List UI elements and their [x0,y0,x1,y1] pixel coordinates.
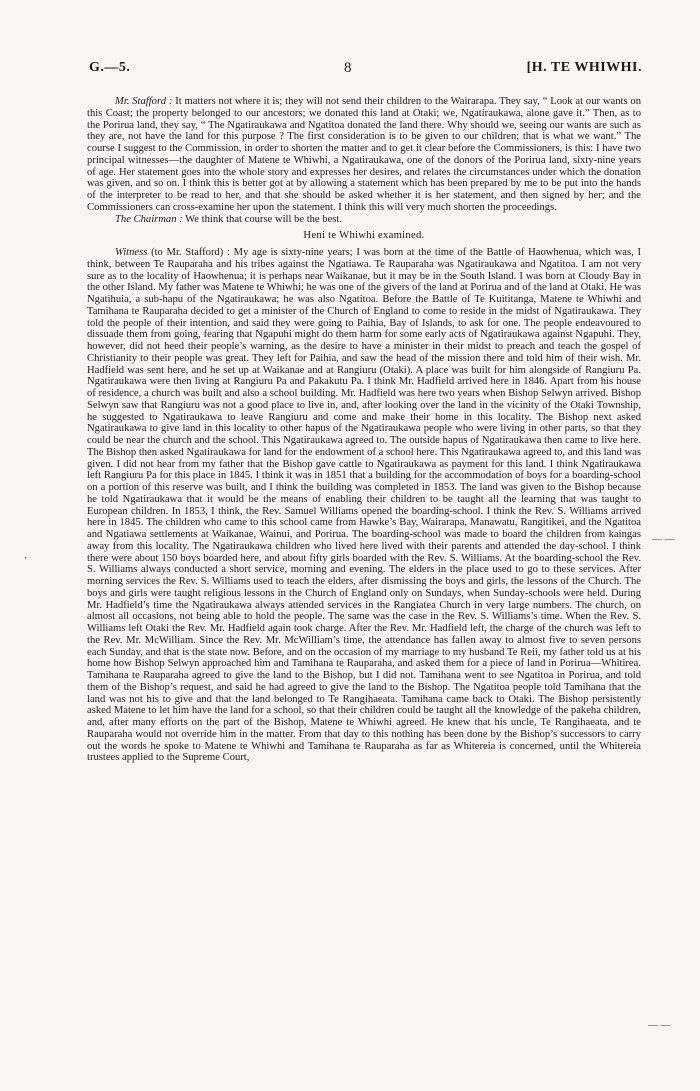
page-number: 8 [344,60,352,76]
margin-mark-right-bottom: — — [648,1020,671,1031]
section-title: Heni te Whiwhi examined. [303,230,425,242]
speaker-label: Mr. Stafford : [115,96,173,107]
document-code: G.—5. [89,60,131,75]
paragraph-stafford [87,96,641,214]
paragraph-witness [87,247,641,764]
paragraph-text: My age is sixty-nine years; I was born at the time of the Battle of Haowhenua, which was, I think, between Te Rauparaha and his tribes against the Ngatiawa. Te Rauparaha was Ngatiraukawa and Ngatitoa. I am not very sure as to the locality of Haowhenua; it is perhaps near Waikanae, but it may be in the South Island. I was born at Cloudy Bay in the other Island. My father was Matene te Whiwhi; he was one of the givers of the land at Porirua and of the land at Otaki. He was Ngatihuia, a sub-hapu of the Ngatiraukawa; he was also Ngatitoa. Before the Battle of Te Kuititanga, Matene te Whiwhi and Tamihana te Rauparaha decided to get a minister of the Church of England to come to reside in the midst of Ngatiraukawa. They told the people of their intention, and said they were going to Paihia, Bay of Islands, to ask for one. The people endeavoured to dissuade them from going, fearing that Ngapuhi might do them harm for some early acts of Ngatiraukawa against Ngapuhi. They, however, did not heed their people’s warning, as the desire to have a minister in their midst to preach and teach the gospel of Christianity to their people was great. They left for Paihia, and saw the head of the mission there and told him of their wish. Mr. Hadfield was sent here, and he set up at Waikanae and at Rangiuru (Otaki). A place was built for him alongside of Rangiuru Pa. Ngatiraukawa were then living at Rangiuru Pa and Pakakutu Pa. I think Mr. Hadfield arrived here in 1846. Apart from his house of residence, a church was built and also a school building. Mr. Hadfield was here two years when Bishop Selwyn arrived. Bishop Selwyn saw that Rangiuru was not a good place to live in, and, after looking over the land in the vicinity of the Otaki Township, he suggested to Ngatiraukawa to leave Rangiuru and come and make their home in this locality. The Bishop next asked Ngatiraukawa to give land in this locality to other hapus of the Ngatiraukawa people who were living in other parts, so that they could be near the church and the school. This Ngatiraukawa agreed to. The outside hapus of Ngatiraukawa then came to live here. The Bishop then asked Ngatiraukawa for land for the endowment of a school here. This Ngatiraukawa agreed to, and this land was given. I did not hear from my father that the Bishop gave cattle to Ngatiraukawa as payment for this land. I think Ngatiraukawa left Rangiuru Pa for this place in 1845. I think it was in 1851 that a building for the accommodation of boys for a boarding-school on a portion of this reserve was built, and I think the building was completed in 1853. The land was given to the Bishop because he told Ngatiraukawa that it would be the means of enabling their children to be taught all the learning that was taught to European children. In 1853, I think, the Rev. Samuel Williams opened the boarding-school. I think the Rev. S. Williams arrived here in 1845. The children who came to this school came from Hawke’s Bay, Wairarapa, Manawatu, Rangitikei, and the Ngatitoa and Ngatiawa settlements at Waikanae, Wainui, and Porirua. The boarding-school was made to board the children from kaingas away from this locality. The Ngatiraukawa children who lived here lived with their parents and attended the day-school. I think there were about 150 boys boarded here, and about fifty girls boarded with the Rev. S. Williams. At the boarding-school the Rev. S. Williams always conducted a short service, morning and evening. The elders in the place used to go to these services. After morning services the Rev. S. Williams used to teach the elders, after dismissing the boys and girls, the lessons of the Church. The boys and girls were taught religious lessons in the Church of England only on Sundays, when Sunday-schools were held. During Mr. Hadfield’s time the Ngatiraukawa always attended services in the Rangiatea Church in very large numbers. The church, on almost all occasions, not being able to hold the people. The same was the case in the Rev. S. Williams’s time. When the Rev. S. Williams left Otaki the Rev. Mr. Hadfield again took charge. After the Rev. Mr. Hadfield left, the charge of the church was left to the Rev. Mr. McWilliam. Since the Rev. Mr. McWilliam’s time, the attendance has fallen away to almost five to seven persons each Sunday, and that is the state now. Before, and on the occasion of my marriage to my husband Te Reii, my father told us at his home how Bishop Selwyn approached him and Tamihana te Rauparaha, and asked them for a piece of land in Porirua—Whitirea. Tamihana te Rauparaha agreed to give the land to the Bishop, but I did not. Tamihana went to see Ngatitoa in Porirua, and told them of the Bishop’s request, and said he had agreed to give the land to the Bishop. The Ngatitoa people told Tamihana that the land was not his to give and that the land belonged to Te Rangihaeata. Tamihana came back to Otaki. The Bishop persistently asked Matene to let him have the land for a school, so that their children could be taught all the knowledge of the pakeha children, and, after many efforts on the part of the Bishop, Matene te Whiwhi agreed. He knew that his uncle, Te Rangihaeata, and te Rauparaha would not override him in the matter. From that day to this nothing has been done by the Bishop’s successors to carry out the words he spoke to Matene te Whiwhi and Tamihana te Rauparaha as far as Whitereia is concerned, until the Whitereia trustees applied to the Supreme Court, [87,247,641,764]
document-body [87,96,641,764]
page-header [89,60,642,80]
margin-mark-left: ʼ [24,556,28,567]
speaker-label: Witness [115,247,148,258]
paragraph-chairman [87,214,641,226]
paragraph-text: We think that course will be the best. [185,213,342,225]
speaker-label: The Chairman : [115,213,183,225]
paragraph-text: It matters not where it is; they will not send their children to the Wairarapa. They say, “ Look at our wants on this Coast; the property belonged to our ancestors; we donated this land at Otaki; we, Ngatiraukawa, alone gave it.” Then, as to the Porirua land, they say, “ The Ngatiraukawa and Ngatitoa donated the land there. Why should we, seeing our wants are such as they are, not have the land for this purpose ? The first consideration is to be given to our children; that is what we want.” The course I suggest to the Commission, in order to shorten the matter and to get it clear before the Commissioners, is this: I have two principal witnesses—the daughter of Matene te Whiwhi, a Ngatiraukawa, one of the donors of the Porirua land, sixty-nine years of age. Her statement goes into the whole story and expresses her desires, and relates the circumstances under which the donation was given, and so on. I think this is better got at by allowing a statement which has been prepared by me to be put into the hands of the interpreter to be read to her, and that she should be asked whether it is her statement, and then signed by her; and the Commissioners can cross-examine her upon the statement. I think this will very much shorten the proceedings. [87,96,642,213]
speaker-note: (to Mr. Stafford) : [151,247,230,258]
running-head: [H. TE WHIWHI. [526,60,642,75]
margin-mark-right-top: — — [652,534,675,545]
